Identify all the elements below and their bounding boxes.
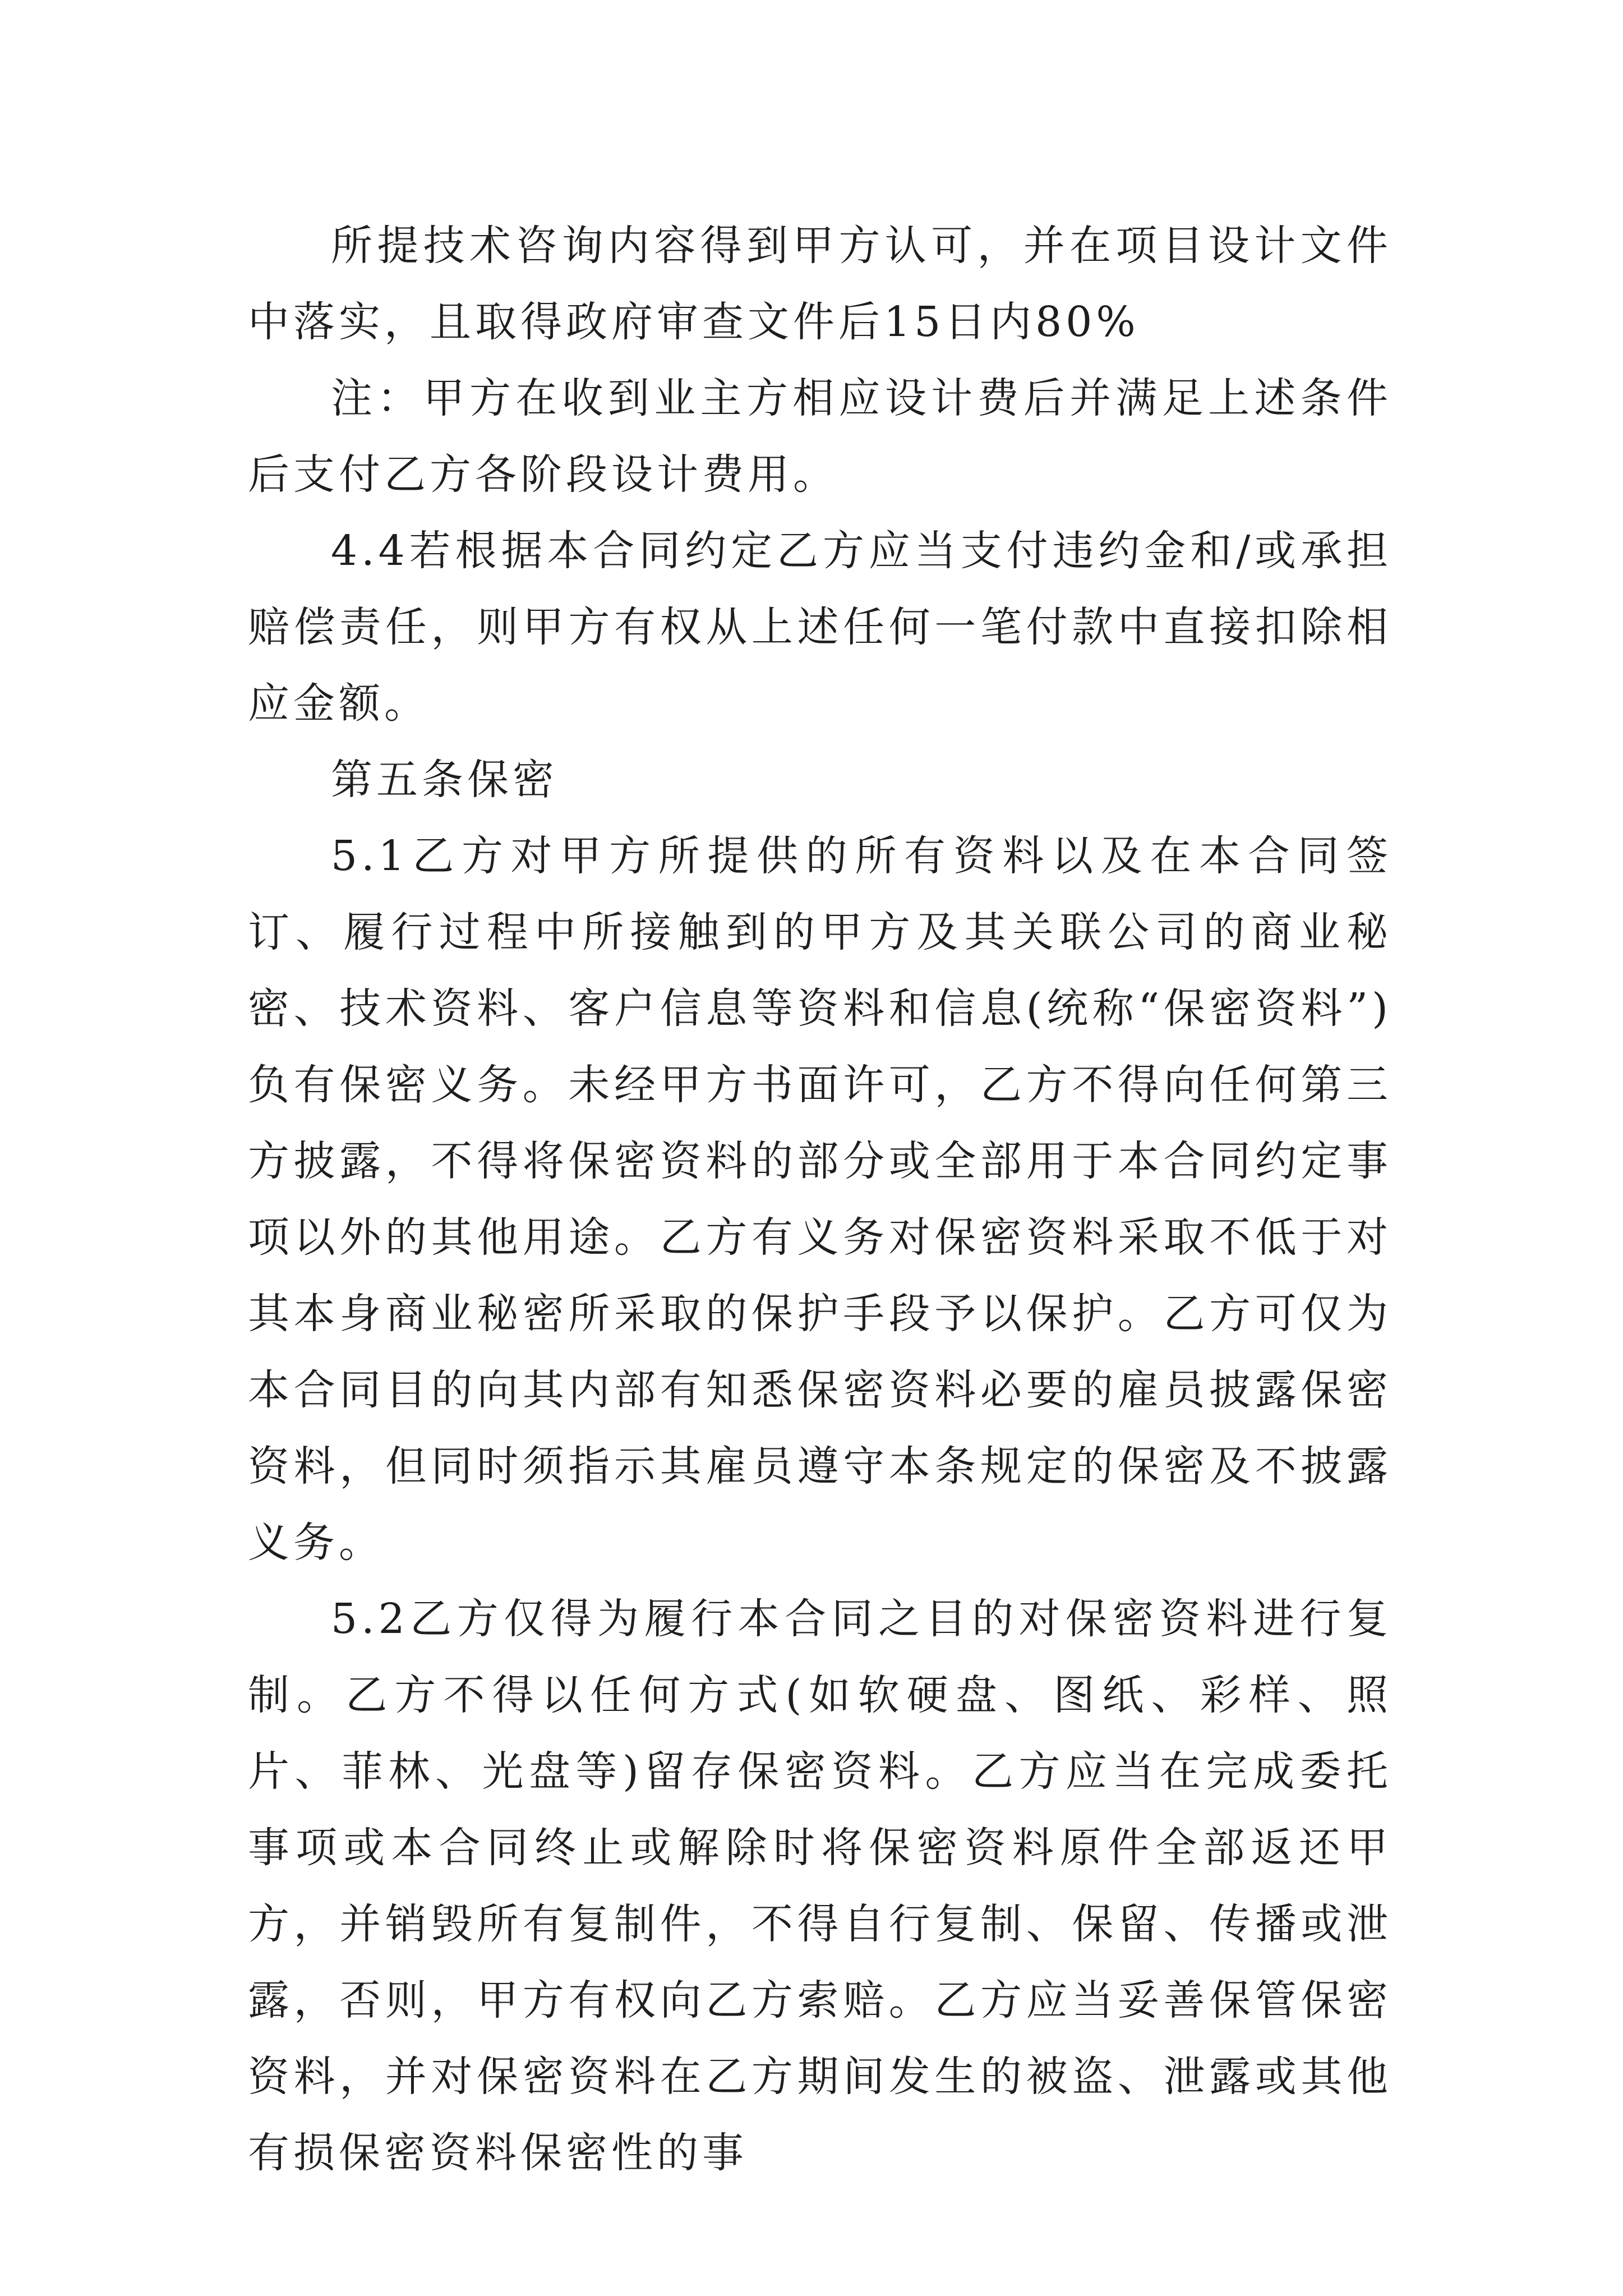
document-body xyxy=(248,208,1392,2191)
paragraph-clause-5-2: 5.2乙方仅得为履行本合同之目的对保密资料进行复制。乙方不得以任何方式(如软硬盘、图纸、彩样、照片、菲林、光盘等)留存保密资料。乙方应当在完成委托事项或本合同终止或解除时将保密资料原件全部返还甲方，并销毁所有复制件，不得自行复制、保留、传播或泄露，否则，甲方有权向乙方索赔。乙方应当妥善保管保密资料，并对保密资料在乙方期间发生的被盗、泄露或其他有损保密资料保密性的事 xyxy=(248,1595,1392,2177)
paragraph-clause-4-4: 4.4若根据本合同约定乙方应当支付违约金和/或承担赔偿责任，则甲方有权从上述任何一笔付款中直接扣除相应金额。 xyxy=(248,527,1392,728)
paragraph-clause-5-1: 5.1乙方对甲方所提供的所有资料以及在本合同签订、履行过程中所接触到的甲方及其关联公司的商业秘密、技术资料、客户信息等资料和信息(统称“保密资料”)负有保密义务。未经甲方书面许可，乙方不得向任何第三方披露，不得将保密资料的部分或全部用于本合同约定事项以外的其他用途。乙方有义务对保密资料采取不低于对其本身商业秘密所采取的保护手段予以保护。乙方可仅为本合同目的向其内部有知悉保密资料必要的雇员披露保密资料，但同时须指示其雇员遵守本条规定的保密及不披露义务。 xyxy=(248,832,1392,1567)
paragraph-consulting-payment: 所提技术咨询内容得到甲方认可，并在项目设计文件中落实，且取得政府审查文件后15日内80% xyxy=(248,222,1392,346)
paragraph-payment-note: 注：甲方在收到业主方相应设计费后并满足上述条件后支付乙方各阶段设计费用。 xyxy=(248,374,1392,499)
section-heading-confidentiality: 第五条保密 xyxy=(331,756,558,804)
